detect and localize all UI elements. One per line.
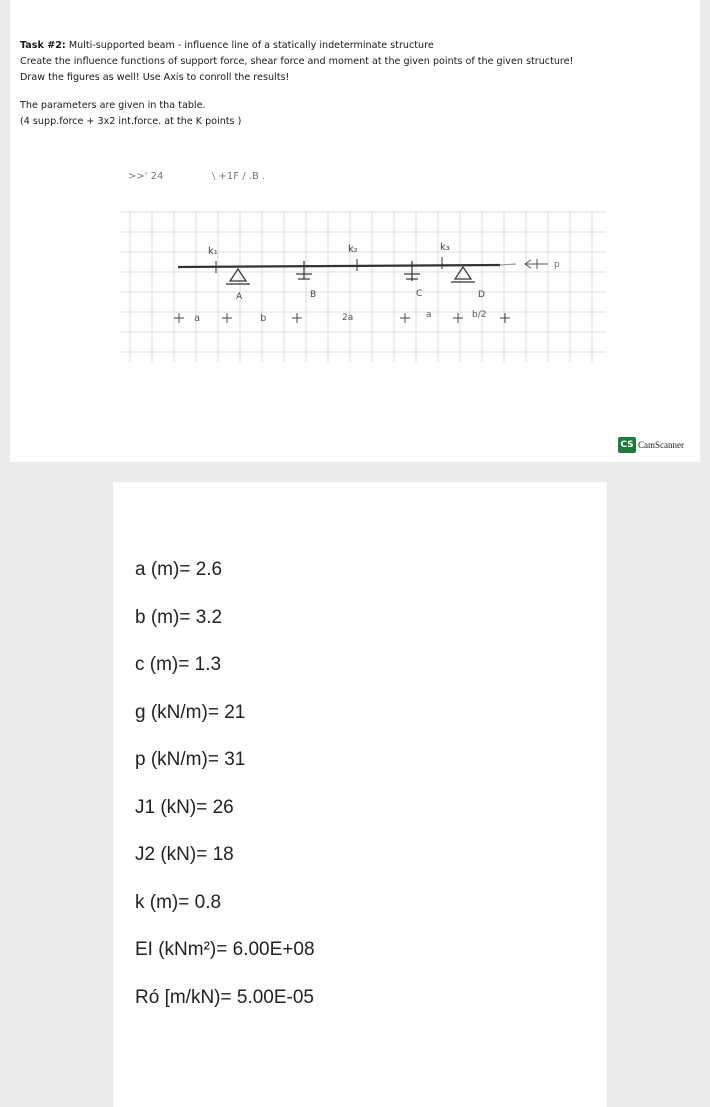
camscanner-name: CamScanner <box>638 440 684 450</box>
param-p: p (kN/m)= 31 <box>135 749 246 770</box>
support-a-symbol <box>226 269 250 284</box>
support-label-a: A <box>236 292 243 302</box>
task-title-label: Task #2: <box>20 40 66 51</box>
point-label-k2: k₂ <box>348 244 358 255</box>
param-j2: J2 (kN)= 18 <box>135 844 234 865</box>
scanned-task-sheet <box>10 0 700 462</box>
beam-sketch <box>120 157 606 362</box>
task-params-note: The parameters are given in tha table. <box>20 100 206 111</box>
param-a: a (m)= 2.6 <box>135 559 223 580</box>
span-label-a: a <box>194 313 201 324</box>
point-label-k1: k₁ <box>208 246 218 257</box>
support-b-symbol <box>296 261 312 279</box>
param-b: b (m)= 3.2 <box>135 606 223 628</box>
support-label-b: B <box>310 290 317 300</box>
param-c: c (m)= 1.3 <box>135 654 222 675</box>
task-title <box>20 38 680 54</box>
param-ei: EI (kNm²)= 6.00E+08 <box>135 939 315 960</box>
support-d-symbol <box>451 267 475 282</box>
beam-line <box>178 265 500 267</box>
span-label-a2: a <box>426 310 432 320</box>
parameter-table <box>113 482 607 1107</box>
external-load-label: p <box>554 260 560 270</box>
support-label-c: C <box>416 289 423 299</box>
sketch-header-right: \ +1F / .B . <box>212 171 266 182</box>
camscanner-logo: CS <box>618 437 636 453</box>
span-label-2a: 2a <box>342 313 354 323</box>
task-count-note: (4 supp.force + 3x2 int.force. at the K points ) <box>20 116 242 127</box>
task-title-text: Multi-supported beam - influence line of a statically indeterminate structure <box>65 40 434 51</box>
grid-paper <box>120 212 606 362</box>
param-j1: J1 (kN)= 26 <box>135 796 234 818</box>
sketch-header-left: >>' 24 <box>128 171 164 182</box>
param-ro: Ró [m/kN)= 5.00E-05 <box>135 986 314 1008</box>
external-load-symbol <box>525 259 548 269</box>
task-instruction-line: Draw the figures as well! Use Axis to conroll the results! <box>20 72 290 83</box>
point-label-k3: k₃ <box>440 242 450 253</box>
span-label-b: b <box>260 313 267 324</box>
task-description <box>20 38 680 130</box>
param-g: g (kN/m)= 21 <box>135 701 246 723</box>
span-label-b-half: b/2 <box>472 310 487 320</box>
support-c-symbol <box>404 261 420 281</box>
camscanner-watermark <box>618 437 684 453</box>
parameter-list <box>135 558 315 1033</box>
support-label-d: D <box>478 290 485 300</box>
beam-end-line <box>500 264 516 265</box>
task-instruction-line: Create the influence functions of support force, shear force and moment at the given points of the given structure! <box>20 56 574 67</box>
param-k: k (m)= 0.8 <box>135 891 222 913</box>
